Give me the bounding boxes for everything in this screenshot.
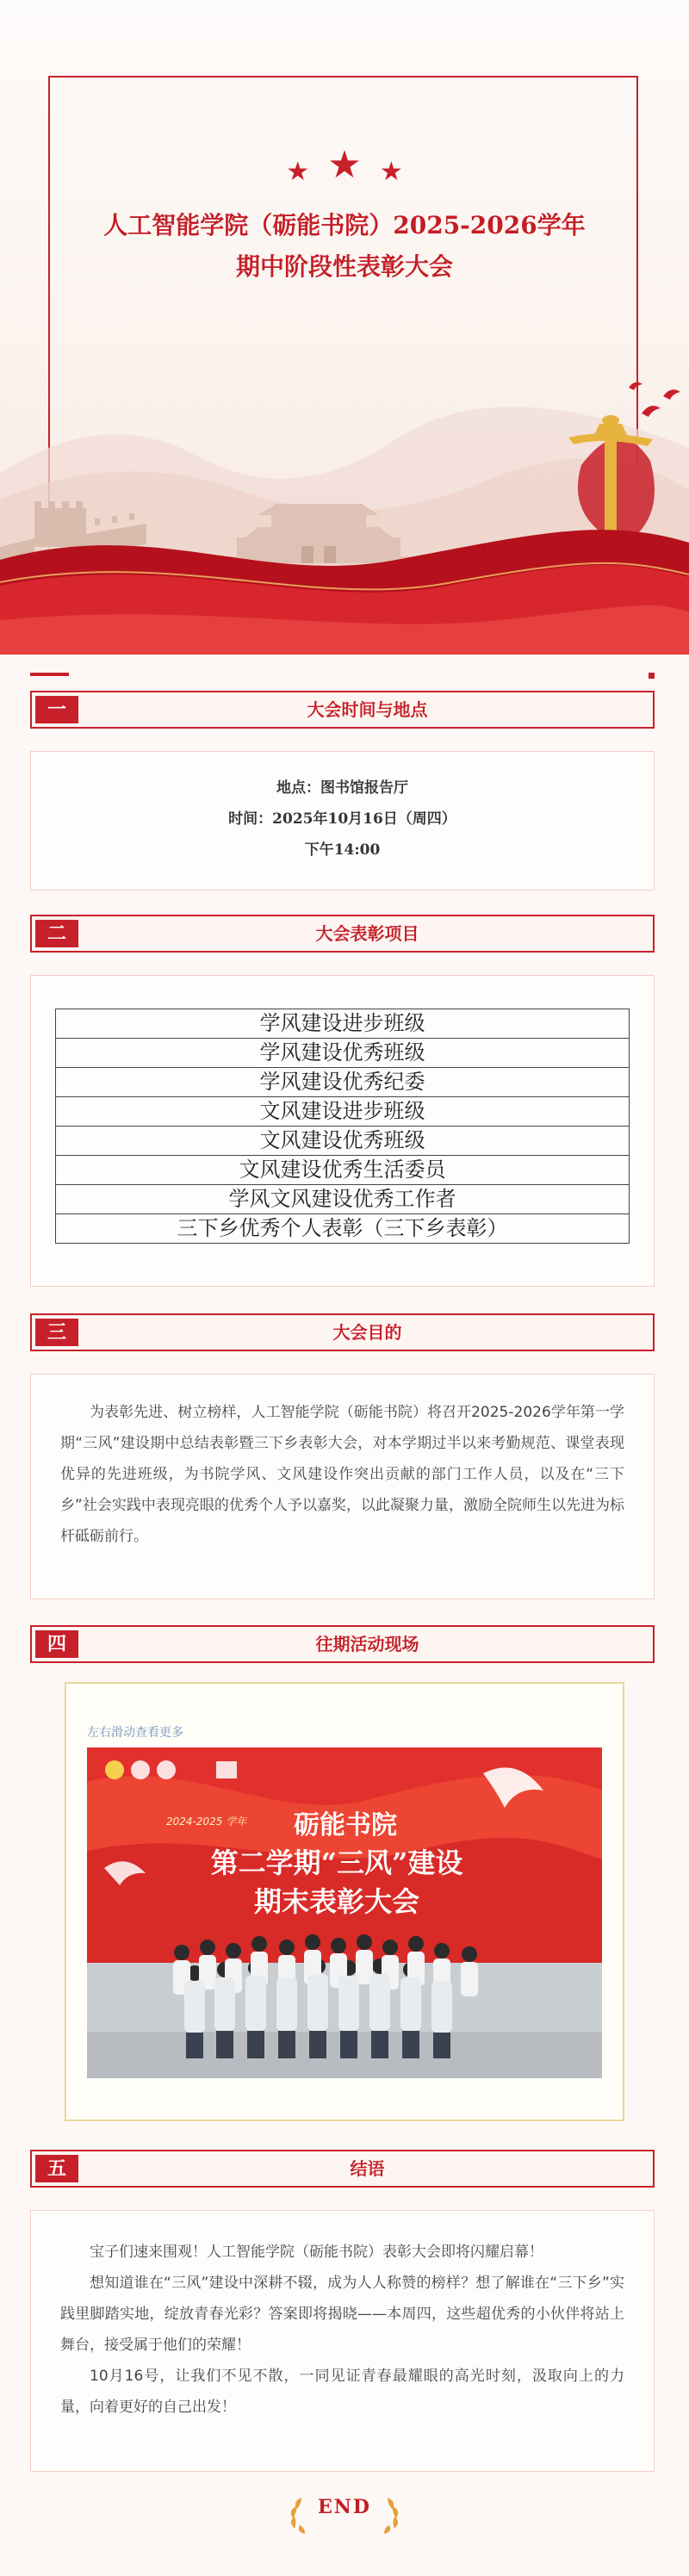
section-title: 往期活动现场	[315, 1634, 419, 1654]
award-item: 三下乡优秀个人表彰（三下乡表彰）	[56, 1214, 630, 1244]
laurel-icon	[267, 2491, 422, 2539]
table-row	[56, 1214, 630, 1244]
location-text: 地点：图书馆报告厅	[276, 779, 408, 797]
banner-year: 2024-2025 学年	[166, 1816, 247, 1828]
star-icon: ★	[327, 143, 362, 187]
banner-line-2: 第二学期“三风”建设	[210, 1847, 463, 1879]
date-text: 时间：2025年10月16日（周四）	[228, 810, 456, 828]
closing-paragraph-2: 想知道谁在“三风”建设中深耕不辍，成为人人称赞的榜样？想了解谁在“三下乡”实践里脚踏实地，绽放青春光彩？答案即将揭晓——本周四，这些超优秀的小伙伴将站上舞台，接受属于他们的荣耀！	[60, 2275, 624, 2354]
divider-bar	[30, 673, 69, 676]
award-item: 文风建设优秀班级	[56, 1127, 630, 1156]
section-header-time-place	[30, 691, 655, 729]
page-title	[52, 205, 637, 288]
section-header-gallery	[30, 1625, 655, 1663]
end-mark	[0, 2496, 689, 2518]
event-photo[interactable]	[87, 1747, 602, 2078]
section-number: 一	[35, 696, 78, 723]
section-title: 结语	[350, 2158, 385, 2179]
section-header-closing	[30, 2150, 655, 2188]
hero-illustration	[0, 327, 689, 655]
award-item: 文风建设进步班级	[56, 1097, 630, 1127]
award-item: 学风建设优秀纪委	[56, 1068, 630, 1097]
closing-card	[30, 2210, 655, 2472]
section-header-purpose	[30, 1313, 655, 1351]
logo-icon	[157, 1760, 176, 1779]
awards-card	[30, 975, 655, 1287]
closing-paragraph-1: 宝子们速来围观！人工智能学院（砺能书院）表彰大会即将闪耀启幕！	[90, 2244, 543, 2261]
swipe-hint: 左右滑动查看更多	[87, 1726, 183, 1740]
section-number: 二	[35, 920, 78, 947]
page-title-line-1: 人工智能学院（砺能书院）2025-2026学年	[103, 211, 586, 239]
bird-icon	[629, 382, 680, 417]
banner-line-1: 砺能书院	[294, 1810, 397, 1840]
table-row	[56, 1009, 630, 1039]
banner-line-3: 期末表彰大会	[253, 1885, 420, 1918]
event-photo-illustration	[87, 1747, 602, 2078]
table-row	[56, 1185, 630, 1214]
table-row	[56, 1156, 630, 1185]
table-row	[56, 1068, 630, 1097]
closing-paragraph-3: 10月16号，让我们不见不散，一同见证青春最耀眼的高光时刻，汲取向上的力量，向着更好的自己出发！	[60, 2368, 624, 2416]
section-title: 大会目的	[332, 1322, 402, 1343]
section-number: 五	[35, 2155, 78, 2182]
logo-icon	[131, 1760, 150, 1779]
logo-icon	[105, 1760, 124, 1779]
divider-bar	[649, 673, 655, 679]
table-row	[56, 1127, 630, 1156]
award-item: 学风文风建设优秀工作者	[56, 1185, 630, 1214]
page-title-line-2: 期中阶段性表彰大会	[235, 252, 453, 281]
awards-table	[55, 1009, 630, 1244]
section-header-awards	[30, 915, 655, 953]
time-place-card	[30, 751, 655, 891]
gallery-card	[65, 1682, 624, 2121]
table-row	[56, 1039, 630, 1068]
purpose-text: 为表彰先进、树立榜样，人工智能学院（砺能书院）将召开2025-2026学年第一学期“三风”建设期中总结表彰暨三下乡表彰大会，对本学期过半以来考勤规范、课堂表现优异的先进班级，为书院学风、文风建设作突出贡献的部门工作人员，以及在“三下乡”社会实践中表现亮眼的优秀个人予以嘉奖，以此凝聚力量，激励全院师生以先进为标杆砥砺前行。	[60, 1404, 624, 1545]
section-number: 四	[35, 1630, 78, 1658]
section-title: 大会表彰项目	[315, 923, 419, 944]
table-row	[56, 1097, 630, 1127]
logo-icon	[216, 1761, 237, 1778]
star-icon: ★	[379, 157, 403, 187]
section-number: 三	[35, 1319, 78, 1346]
time-text: 下午14:00	[304, 841, 381, 859]
award-item: 学风建设优秀班级	[56, 1039, 630, 1068]
star-row	[0, 143, 689, 187]
end-text: END	[318, 2496, 371, 2518]
hero-banner	[0, 0, 689, 655]
award-item: 文风建设优秀生活委员	[56, 1156, 630, 1185]
purpose-card	[30, 1374, 655, 1599]
star-icon: ★	[286, 157, 310, 187]
section-title: 大会时间与地点	[307, 699, 428, 720]
award-item: 学风建设进步班级	[56, 1009, 630, 1039]
